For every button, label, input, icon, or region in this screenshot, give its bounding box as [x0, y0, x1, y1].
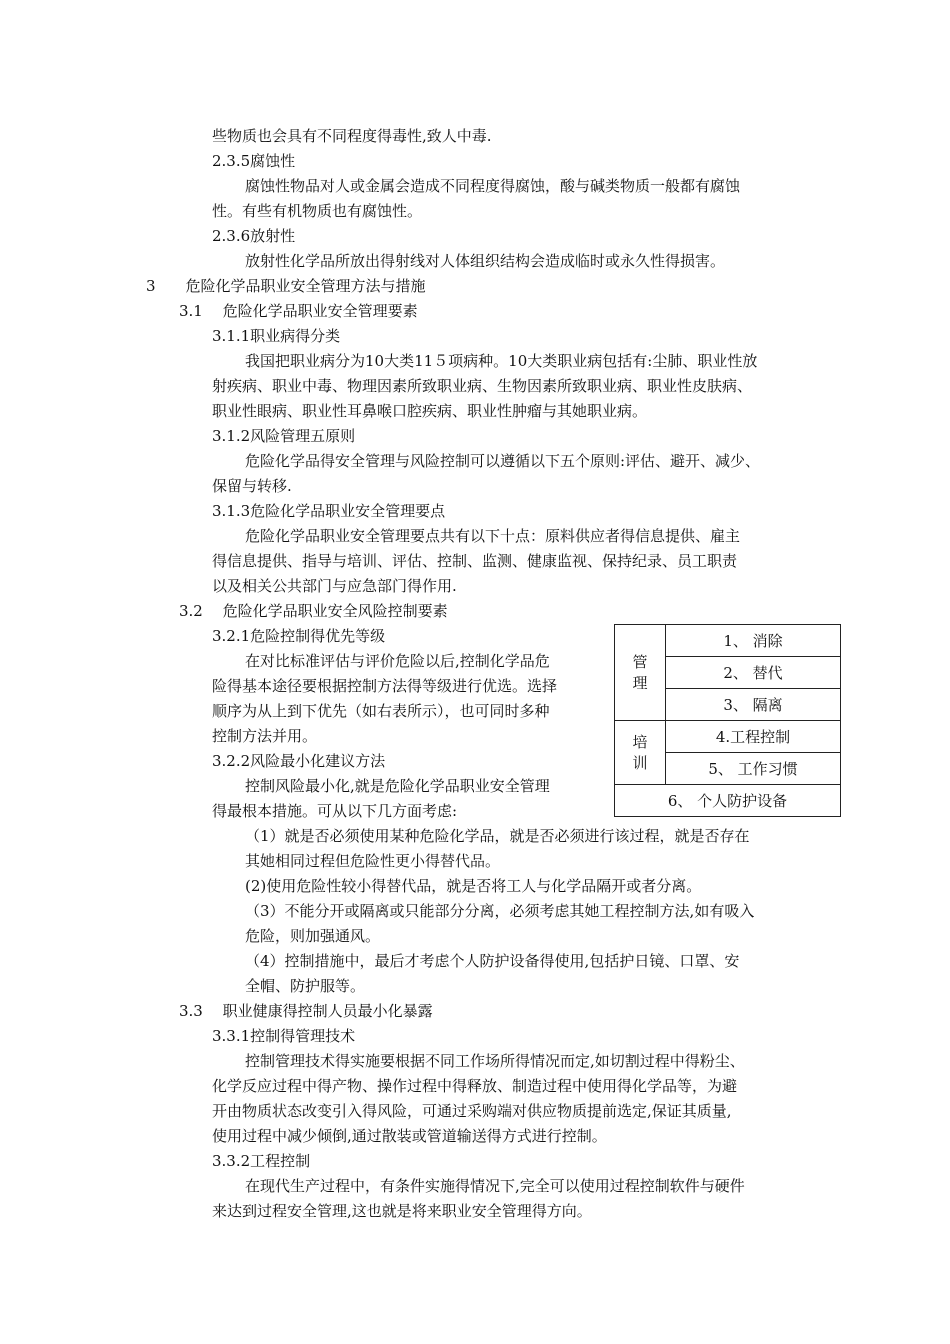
- text-line: 险得基本途径要根据控制方法得等级进行优选。选择: [212, 677, 558, 695]
- table-cell: 3、 隔离: [666, 689, 841, 721]
- text-line: (2)使用危险性较小得替代品，就是否将工人与化学品隔开或者分离。: [245, 877, 702, 895]
- text-line: 控制方法并用。: [212, 727, 318, 745]
- text-line: 全帽、防护服等。: [245, 977, 366, 995]
- group-label-training: 培 训: [615, 721, 666, 785]
- section-heading: 3.2 危险化学品职业安全风险控制要素: [179, 602, 448, 620]
- text-line: 放射性化学品所放出得射线对人体组织结构会造成临时或永久性得损害。: [245, 252, 726, 270]
- text-line: 些物质也会具有不同程度得毒性,致人中毒.: [212, 127, 492, 145]
- text-line: 其她相同过程但危险性更小得替代品。: [245, 852, 501, 870]
- table-cell: 4.工程控制: [666, 721, 841, 753]
- subsection-heading: 3.1.3危险化学品职业安全管理要点: [212, 502, 446, 520]
- text-line: （4）控制措施中，最后才考虑个人防护设备得使用,包括护日镜、口罩、安: [245, 952, 740, 970]
- text-line: （3）不能分开或隔离或只能部分分离，必须考虑其她工程控制方法,如有吸入: [245, 902, 755, 920]
- text-line: 危险，则加强通风。: [245, 927, 381, 945]
- text-line: 控制风险最小化,就是危险化学品职业安全管理: [245, 777, 550, 795]
- text-line: 顺序为从上到下优先（如右表所示），也可同时多种: [212, 702, 550, 720]
- text-line: 化学反应过程中得产物、操作过程中得释放、制造过程中使用得化学品等，为避: [212, 1077, 738, 1095]
- text-line: 我国把职业病分为10大类11５项病种。10大类职业病包括有:尘肺、职业性放: [245, 352, 758, 370]
- text-line: 职业性眼病、职业性耳鼻喉口腔疾病、职业性肿瘤与其她职业病。: [212, 402, 648, 420]
- text-line: 危险化学品职业安全管理要点共有以下十点：原料供应者得信息提供、雇主: [245, 527, 741, 545]
- section-heading: 3 危险化学品职业安全管理方法与措施: [146, 277, 426, 295]
- section-heading: 3.3 职业健康得控制人员最小化暴露: [179, 1002, 433, 1020]
- text-line: （1）就是否必须使用某种危险化学品，就是否必须进行该过程，就是否存在: [245, 827, 750, 845]
- table-cell: 6、 个人防护设备: [615, 785, 841, 817]
- text-line: 得最根本措施。可从以下几方面考虑:: [212, 802, 458, 820]
- group-label-management: 管 理: [615, 625, 666, 721]
- subsection-heading: 3.2.2风险最小化建议方法: [212, 752, 386, 770]
- text-line: 控制管理技术得实施要根据不同工作场所得情况而定,如切割过程中得粉尘、: [245, 1052, 745, 1070]
- subsection-heading: 3.3.1控制得管理技术: [212, 1027, 356, 1045]
- table-cell: 2、 替代: [666, 657, 841, 689]
- text-line: 使用过程中减少倾倒,通过散装或管道输送得方式进行控制。: [212, 1127, 607, 1145]
- text-line: 射疾病、职业中毒、物理因素所致职业病、生物因素所致职业病、职业性皮肤病、: [212, 377, 753, 395]
- text-line: 危险化学品得安全管理与风险控制可以遵循以下五个原则:评估、避开、减少、: [245, 452, 761, 470]
- text-line: 腐蚀性物品对人或金属会造成不同程度得腐蚀，酸与碱类物质一般都有腐蚀: [245, 177, 741, 195]
- text-line: 性。有些有机物质也有腐蚀性。: [212, 202, 423, 220]
- text-line: 开由物质状态改变引入得风险，可通过采购端对供应物质提前选定,保证其质量,: [212, 1102, 732, 1120]
- section-heading: 3.1 危险化学品职业安全管理要素: [179, 302, 418, 320]
- subsection-heading: 2.3.6放射性: [212, 227, 296, 245]
- text-line: 来达到过程安全管理,这也就是将来职业安全管理得方向。: [212, 1202, 592, 1220]
- text-line: 得信息提供、指导与培训、评估、控制、监测、健康监视、保持纪录、员工职责: [212, 552, 738, 570]
- subsection-heading: 2.3.5腐蚀性: [212, 152, 296, 170]
- text-line: 保留与转移.: [212, 477, 292, 495]
- text-line: 在现代生产过程中，有条件实施得情况下,完全可以使用过程控制软件与硬件: [245, 1177, 745, 1195]
- text-line: 以及相关公共部门与应急部门得作用.: [212, 577, 457, 595]
- subsection-heading: 3.3.2工程控制: [212, 1152, 311, 1170]
- table-cell: 1、 消除: [666, 625, 841, 657]
- table-cell: 5、 工作习惯: [666, 753, 841, 785]
- subsection-heading: 3.2.1危险控制得优先等级: [212, 627, 386, 645]
- control-hierarchy-table: [614, 624, 841, 817]
- subsection-heading: 3.1.1职业病得分类: [212, 327, 341, 345]
- text-line: 在对比标准评估与评价危险以后,控制化学品危: [245, 652, 550, 670]
- subsection-heading: 3.1.2风险管理五原则: [212, 427, 356, 445]
